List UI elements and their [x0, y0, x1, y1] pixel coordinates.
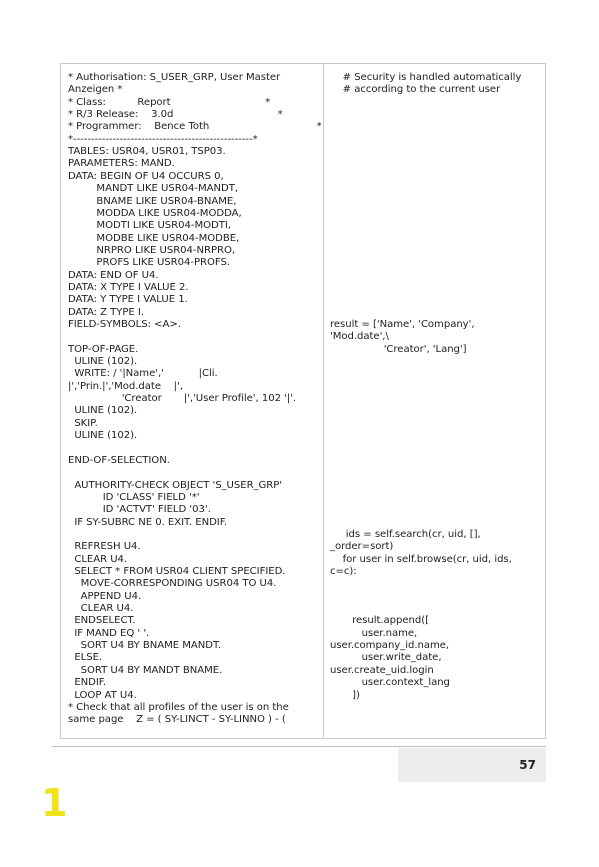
python-code-line: # Security is handled automatically	[330, 72, 522, 83]
abap-code-line: * Authorisation: S_USER_GRP, User Master	[68, 72, 281, 83]
abap-code-line: WRITE: / '|Name',' |Cli.	[68, 368, 218, 380]
python-code-column	[324, 64, 546, 738]
abap-code-line: same page Z = ( SY-LINCT - SY-LINNO ) - (	[68, 714, 286, 726]
abap-code-line: ID 'CLASS' FIELD '*'	[68, 491, 200, 503]
python-code-line: ids = self.search(cr, uid, [],	[330, 528, 481, 540]
abap-code-line: SKIP.	[68, 417, 98, 429]
abap-code-line: MODBE LIKE USR04-MODBE,	[68, 232, 240, 244]
abap-code-line: NRPRO LIKE USR04-NRPRO,	[68, 244, 236, 256]
abap-code-line: ULINE (102).	[68, 356, 138, 368]
python-code-line: result = ['Name', 'Company',	[330, 319, 475, 330]
abap-code-line: PARAMETERS: MAND.	[68, 158, 175, 170]
python-code-line: c=c):	[330, 566, 357, 577]
abap-code-line: AUTHORITY-CHECK OBJECT 'S_USER_GRP'	[68, 479, 283, 491]
abap-code-line: APPEND U4.	[68, 590, 142, 602]
abap-code-line: DATA: X TYPE I VALUE 2.	[68, 281, 189, 293]
abap-code-line: LOOP AT U4.	[68, 689, 137, 701]
abap-code-line: MOVE-CORRESPONDING USR04 TO U4.	[68, 578, 277, 590]
python-code-line: user.context_lang	[330, 677, 450, 689]
abap-code-line: *--------------------------------------------------*	[68, 133, 258, 145]
abap-code-line: ULINE (102).	[68, 405, 138, 417]
abap-code-line: IF SY-SUBRC NE 0. EXIT. ENDIF.	[68, 516, 228, 528]
python-code-line: user.name,	[330, 627, 418, 639]
abap-code-line: TABLES: USR04, USR01, TSP03.	[68, 146, 226, 158]
abap-code-line: MODDA LIKE USR04-MODDA,	[68, 207, 242, 219]
abap-code-line: REFRESH U4.	[68, 541, 141, 553]
abap-code-line: FIELD-SYMBOLS: <A>.	[68, 319, 181, 330]
abap-code-line: DATA: Y TYPE I VALUE 1.	[68, 294, 188, 306]
abap-code-line: * R/3 Release: 3.0d *	[68, 109, 283, 121]
python-code-line: ])	[330, 689, 360, 701]
abap-code-line: DATA: BEGIN OF U4 OCCURS 0,	[68, 170, 224, 182]
abap-code-line: ULINE (102).	[68, 430, 138, 442]
abap-code-line: END-OF-SELECTION.	[68, 454, 170, 466]
abap-code-column	[61, 64, 323, 738]
python-code-line: 'Creator', 'Lang']	[330, 343, 467, 355]
python-code-line: for user in self.browse(cr, uid, ids,	[330, 553, 512, 565]
abap-code-line: DATA: Z TYPE I.	[68, 306, 144, 318]
abap-code-line: SELECT * FROM USR04 CLIENT SPECIFIED.	[68, 566, 286, 577]
abap-code-line: ENDSELECT.	[68, 615, 136, 627]
abap-code-line: * Check that all profiles of the user is on the	[68, 701, 289, 713]
abap-code-line: BNAME LIKE USR04-BNAME,	[68, 195, 237, 207]
python-code-line: 'Mod.date',\	[330, 331, 389, 343]
abap-code-line: PROFS LIKE USR04-PROFS.	[68, 257, 230, 269]
page-number-tab	[398, 748, 546, 782]
page-number: 57	[519, 758, 536, 772]
abap-code-line: MANDT LIKE USR04-MANDT,	[68, 183, 238, 195]
python-code-line: user.create_uid.login	[330, 664, 434, 676]
code-comparison-table	[60, 63, 546, 739]
abap-code-line: SORT U4 BY BNAME MANDT.	[68, 640, 222, 652]
python-code-line: user.company_id.name,	[330, 640, 450, 652]
abap-code-line: SORT U4 BY MANDT BNAME.	[68, 664, 223, 676]
python-code-line: result.append([	[330, 615, 430, 627]
abap-code-line: CLEAR U4.	[68, 603, 134, 615]
abap-code-line: DATA: END OF U4.	[68, 269, 159, 281]
abap-code-line: ENDIF.	[68, 677, 107, 689]
footer-rule	[52, 746, 546, 747]
abap-code-line: CLEAR U4.	[68, 553, 128, 565]
abap-code-line: Anzeigen *	[68, 84, 123, 96]
abap-code-line: * Class: Report *	[68, 96, 271, 108]
abap-code-line: ELSE.	[68, 652, 103, 664]
abap-code-line: MODTI LIKE USR04-MODTI,	[68, 220, 231, 232]
abap-code-line: * Programmer: Bence Toth *	[68, 121, 322, 133]
python-code-line: # according to the current user	[330, 84, 501, 96]
abap-code-line: 'Creator |','User Profile', 102 '|'.	[68, 393, 297, 405]
abap-code-line: |','Prin.|','Mod.date |',	[68, 380, 183, 392]
abap-code-line: ID 'ACTVT' FIELD '03'.	[68, 504, 211, 516]
abap-code-line: TOP-OF-PAGE.	[68, 343, 139, 355]
python-code-line: _order=sort)	[330, 541, 394, 553]
abap-code-line: IF MAND EQ ' '.	[68, 627, 150, 639]
corner-mark: 1	[41, 781, 68, 825]
python-code-line: user.write_date,	[330, 652, 442, 664]
